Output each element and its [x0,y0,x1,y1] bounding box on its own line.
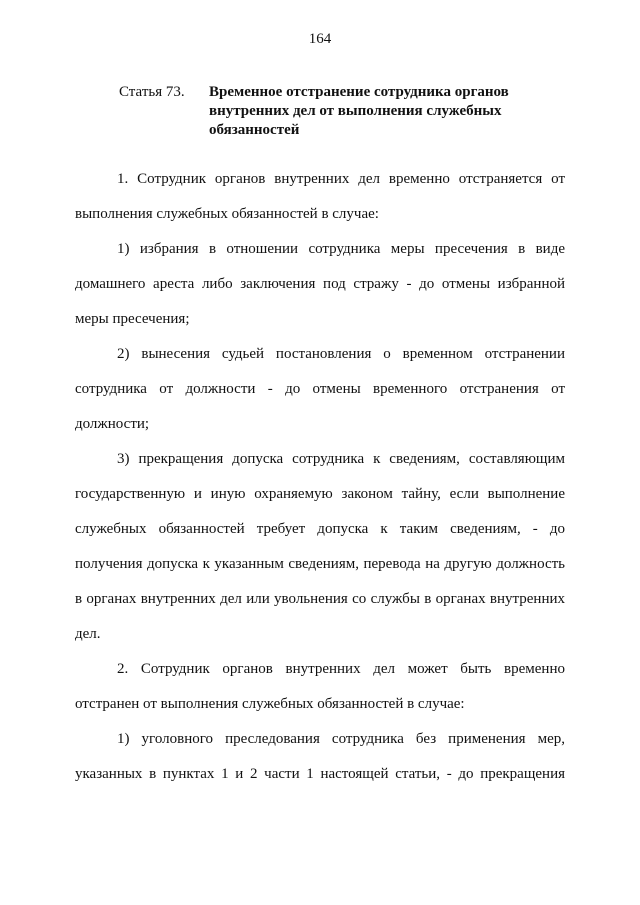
article-label: Статья 73. [119,84,185,100]
paragraph-part-2-item-1: 1) уголовного преследования сотрудника без применения мер, указанных в пунктах 1 и 2 части 1 настоящей статьи, - до прекращения [75,731,565,782]
article-body [75,162,565,792]
article-header [119,83,579,140]
paragraph-item-3: 3) прекращения допуска сотрудника к сведениям, составляющим государственную и иную охраняемую законом тайну, если выполнение служебных обязанностей требует допуска к таким сведениям, - до получения допуска к указанным сведениям, перевода на другую должность в органах внутренних дел или увольнения со службы в органах внутренних дел. [75,451,565,642]
article-title: Временное отстранение сотрудника органов внутренних дел от выполнения служебных обязанностей [209,84,509,138]
paragraph-part-2: 2. Сотрудник органов внутренних дел может быть временно отстранен от выполнения служебных обязанностей в случае: [75,661,565,712]
paragraph-part-1: 1. Сотрудник органов внутренних дел временно отстраняется от выполнения служебных обязанностей в случае: [75,171,565,222]
paragraph-item-2: 2) вынесения судьей постановления о временном отстранении сотрудника от должности - до отмены временного отстранения от должности; [75,346,565,432]
paragraph-item-1: 1) избрания в отношении сотрудника меры пресечения в виде домашнего ареста либо заключения под стражу - до отмены избранной меры пресечения; [75,241,565,327]
page-number: 164 [308,31,332,47]
